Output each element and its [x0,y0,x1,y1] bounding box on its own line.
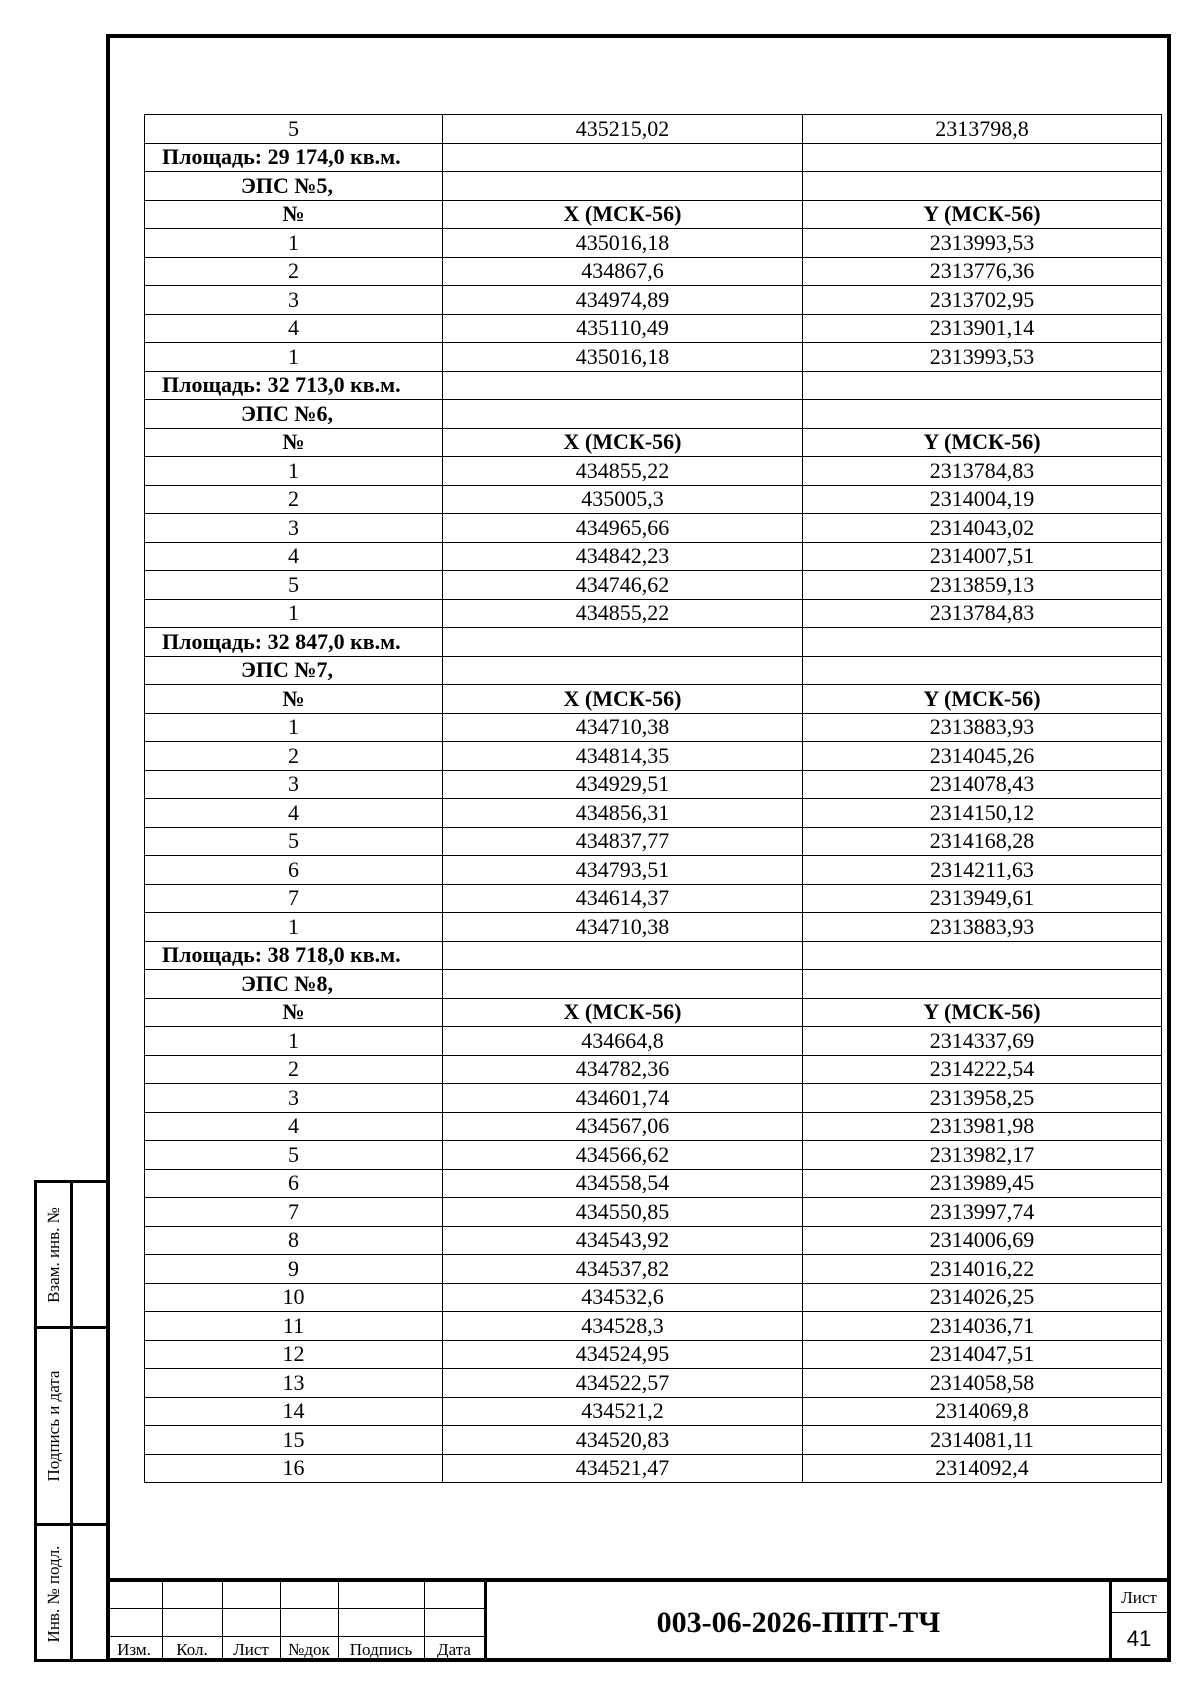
point-number: 4 [145,799,443,828]
y-coordinate: 2314081,11 [803,1426,1162,1455]
table-row [145,457,1162,486]
x-coordinate: 434566,62 [443,1141,803,1170]
tb-label-data: Дата [437,1640,471,1659]
section-title-row [145,400,1162,429]
y-coordinate: 2313776,36 [803,257,1162,286]
table-row [145,1369,1162,1398]
x-coordinate: 434929,51 [443,770,803,799]
empty-cell [803,628,1162,657]
point-number: 6 [145,1169,443,1198]
table-row [145,286,1162,315]
section-title: ЭПС №7, [145,656,443,685]
y-coordinate: 2314222,54 [803,1055,1162,1084]
empty-cell [803,400,1162,429]
empty-cell [443,941,803,970]
y-coordinate: 2313784,83 [803,599,1162,628]
x-coordinate: 434521,2 [443,1397,803,1426]
header-point-number: № [145,428,443,457]
table-row [145,827,1162,856]
x-coordinate: 434746,62 [443,571,803,600]
x-coordinate: 435215,02 [443,115,803,144]
section-title: ЭПС №8, [145,970,443,999]
table-row [145,913,1162,942]
y-coordinate: 2313702,95 [803,286,1162,315]
x-coordinate: 434601,74 [443,1084,803,1113]
point-number: 9 [145,1255,443,1284]
table-row [145,485,1162,514]
area-label: Площадь: 29 174,0 кв.м. [145,143,443,172]
point-number: 1 [145,1027,443,1056]
y-coordinate: 2313989,45 [803,1169,1162,1198]
point-number: 1 [145,229,443,258]
point-number: 3 [145,514,443,543]
y-coordinate: 2314069,8 [803,1397,1162,1426]
header-y-coordinate: Y (МСК-56) [803,685,1162,714]
table-row [145,799,1162,828]
table-row [145,115,1162,144]
x-coordinate: 434867,6 [443,257,803,286]
title-block [106,1578,1171,1662]
column-header-row [145,998,1162,1027]
point-number: 2 [145,485,443,514]
area-row [145,628,1162,657]
x-coordinate: 434793,51 [443,856,803,885]
y-coordinate: 2314043,02 [803,514,1162,543]
point-number: 1 [145,457,443,486]
strip-label-inv: Инв. № подл. [43,1545,63,1643]
table-row [145,742,1162,771]
y-coordinate: 2313993,53 [803,343,1162,372]
column-header-row [145,200,1162,229]
point-number: 3 [145,286,443,315]
point-number: 14 [145,1397,443,1426]
x-coordinate: 434528,3 [443,1312,803,1341]
section-title: ЭПС №6, [145,400,443,429]
strip-label-vzam: Взам. инв. № [43,1206,63,1303]
column-header-row [145,685,1162,714]
x-coordinate: 434965,66 [443,514,803,543]
empty-cell [443,628,803,657]
strip-label-podpis: Подпись и дата [43,1370,63,1482]
point-number: 6 [145,856,443,885]
y-coordinate: 2314168,28 [803,827,1162,856]
point-number: 1 [145,713,443,742]
area-row [145,143,1162,172]
x-coordinate: 434567,06 [443,1112,803,1141]
header-x-coordinate: X (МСК-56) [443,200,803,229]
empty-cell [803,656,1162,685]
table-row [145,1312,1162,1341]
table-row [145,343,1162,372]
point-number: 1 [145,599,443,628]
point-number: 2 [145,742,443,771]
table-row [145,599,1162,628]
point-number: 4 [145,542,443,571]
y-coordinate: 2313883,93 [803,913,1162,942]
x-coordinate: 434856,31 [443,799,803,828]
y-coordinate: 2314150,12 [803,799,1162,828]
x-coordinate: 434842,23 [443,542,803,571]
y-coordinate: 2314007,51 [803,542,1162,571]
x-coordinate: 434614,37 [443,884,803,913]
y-coordinate: 2313859,13 [803,571,1162,600]
title-block-row-line [106,1608,486,1609]
header-point-number: № [145,685,443,714]
point-number: 11 [145,1312,443,1341]
y-coordinate: 2313798,8 [803,115,1162,144]
strip-cell-vzam [37,1183,70,1326]
header-x-coordinate: X (МСК-56) [443,998,803,1027]
x-coordinate: 434532,6 [443,1283,803,1312]
tb-label-ndok: №док [288,1640,330,1659]
table-row [145,1084,1162,1113]
y-coordinate: 2313981,98 [803,1112,1162,1141]
sheet-box-line [1111,1612,1171,1613]
header-point-number: № [145,200,443,229]
point-number: 4 [145,314,443,343]
x-coordinate: 434710,38 [443,713,803,742]
area-row [145,941,1162,970]
document-code: 003-06-2026-ППТ-ТЧ [656,1606,941,1639]
table-row [145,1340,1162,1369]
point-number: 3 [145,770,443,799]
header-y-coordinate: Y (МСК-56) [803,200,1162,229]
section-title-row [145,970,1162,999]
point-number: 8 [145,1226,443,1255]
empty-cell [803,941,1162,970]
empty-cell [443,970,803,999]
point-number: 3 [145,1084,443,1113]
x-coordinate: 435016,18 [443,229,803,258]
binding-strip-divider [70,1183,73,1659]
x-coordinate: 434521,47 [443,1454,803,1483]
table-row [145,884,1162,913]
point-number: 7 [145,884,443,913]
coordinates-table-body [145,115,1162,1483]
tb-label-izm: Изм. [117,1640,151,1659]
empty-cell [803,172,1162,201]
y-coordinate: 2313883,93 [803,713,1162,742]
y-coordinate: 2314078,43 [803,770,1162,799]
point-number: 4 [145,1112,443,1141]
point-number: 12 [145,1340,443,1369]
y-coordinate: 2314006,69 [803,1226,1162,1255]
empty-cell [443,143,803,172]
x-coordinate: 434837,77 [443,827,803,856]
x-coordinate: 434558,54 [443,1169,803,1198]
point-number: 16 [145,1454,443,1483]
table-row [145,1055,1162,1084]
x-coordinate: 434537,82 [443,1255,803,1284]
section-title-row [145,656,1162,685]
x-coordinate: 434855,22 [443,457,803,486]
table-row [145,257,1162,286]
y-coordinate: 2313901,14 [803,314,1162,343]
y-coordinate: 2313784,83 [803,457,1162,486]
x-coordinate: 434974,89 [443,286,803,315]
table-row [145,229,1162,258]
table-row [145,1226,1162,1255]
strip-cell-inv [37,1526,70,1662]
table-row [145,1198,1162,1227]
x-coordinate: 434814,35 [443,742,803,771]
y-coordinate: 2313958,25 [803,1084,1162,1113]
y-coordinate: 2314004,19 [803,485,1162,514]
y-coordinate: 2314211,63 [803,856,1162,885]
header-x-coordinate: X (МСК-56) [443,428,803,457]
empty-cell [443,172,803,201]
y-coordinate: 2314337,69 [803,1027,1162,1056]
y-coordinate: 2314092,4 [803,1454,1162,1483]
x-coordinate: 434855,22 [443,599,803,628]
empty-cell [803,970,1162,999]
table-row [145,1255,1162,1284]
y-coordinate: 2314045,26 [803,742,1162,771]
strip-cell-podpis [37,1329,70,1523]
point-number: 1 [145,343,443,372]
table-row [145,1112,1162,1141]
table-row [145,542,1162,571]
section-title: ЭПС №5, [145,172,443,201]
binding-strip [34,1180,106,1662]
empty-cell [803,371,1162,400]
y-coordinate: 2313949,61 [803,884,1162,913]
table-row [145,1169,1162,1198]
x-coordinate: 434782,36 [443,1055,803,1084]
point-number: 5 [145,115,443,144]
tb-label-podpis: Подпись [349,1640,413,1659]
header-x-coordinate: X (МСК-56) [443,685,803,714]
x-coordinate: 434522,57 [443,1369,803,1398]
table-row [145,856,1162,885]
empty-cell [443,656,803,685]
x-coordinate: 435110,49 [443,314,803,343]
point-number: 5 [145,827,443,856]
empty-cell [803,143,1162,172]
y-coordinate: 2314026,25 [803,1283,1162,1312]
table-row [145,314,1162,343]
point-number: 2 [145,257,443,286]
point-number: 7 [145,1198,443,1227]
table-row [145,1454,1162,1483]
y-coordinate: 2314036,71 [803,1312,1162,1341]
y-coordinate: 2313982,17 [803,1141,1162,1170]
table-row [145,1141,1162,1170]
y-coordinate: 2314016,22 [803,1255,1162,1284]
section-title-row [145,172,1162,201]
coordinates-table [144,114,1162,1483]
y-coordinate: 2313993,53 [803,229,1162,258]
point-number: 2 [145,1055,443,1084]
x-coordinate: 435016,18 [443,343,803,372]
x-coordinate: 434543,92 [443,1226,803,1255]
area-label: Площадь: 38 718,0 кв.м. [145,941,443,970]
y-coordinate: 2314047,51 [803,1340,1162,1369]
sheet-label: Лист [1121,1588,1157,1607]
table-row [145,713,1162,742]
empty-cell [443,371,803,400]
table-row [145,514,1162,543]
table-row [145,1027,1162,1056]
x-coordinate: 434710,38 [443,913,803,942]
area-row [145,371,1162,400]
tb-label-list: Лист [233,1640,269,1659]
y-coordinate: 2313997,74 [803,1198,1162,1227]
title-block-row-line [106,1636,486,1637]
x-coordinate: 435005,3 [443,485,803,514]
table-row [145,1426,1162,1455]
point-number: 1 [145,913,443,942]
point-number: 15 [145,1426,443,1455]
area-label: Площадь: 32 847,0 кв.м. [145,628,443,657]
table-row [145,1397,1162,1426]
x-coordinate: 434664,8 [443,1027,803,1056]
column-header-row [145,428,1162,457]
empty-cell [443,400,803,429]
table-row [145,770,1162,799]
table-row [145,1283,1162,1312]
point-number: 13 [145,1369,443,1398]
point-number: 5 [145,571,443,600]
sheet-number: 41 [1126,1626,1152,1651]
x-coordinate: 434524,95 [443,1340,803,1369]
x-coordinate: 434520,83 [443,1426,803,1455]
x-coordinate: 434550,85 [443,1198,803,1227]
y-coordinate: 2314058,58 [803,1369,1162,1398]
point-number: 5 [145,1141,443,1170]
point-number: 10 [145,1283,443,1312]
table-row [145,571,1162,600]
tb-label-kol: Кол. [176,1640,208,1659]
area-label: Площадь: 32 713,0 кв.м. [145,371,443,400]
header-y-coordinate: Y (МСК-56) [803,998,1162,1027]
header-point-number: № [145,998,443,1027]
header-y-coordinate: Y (МСК-56) [803,428,1162,457]
